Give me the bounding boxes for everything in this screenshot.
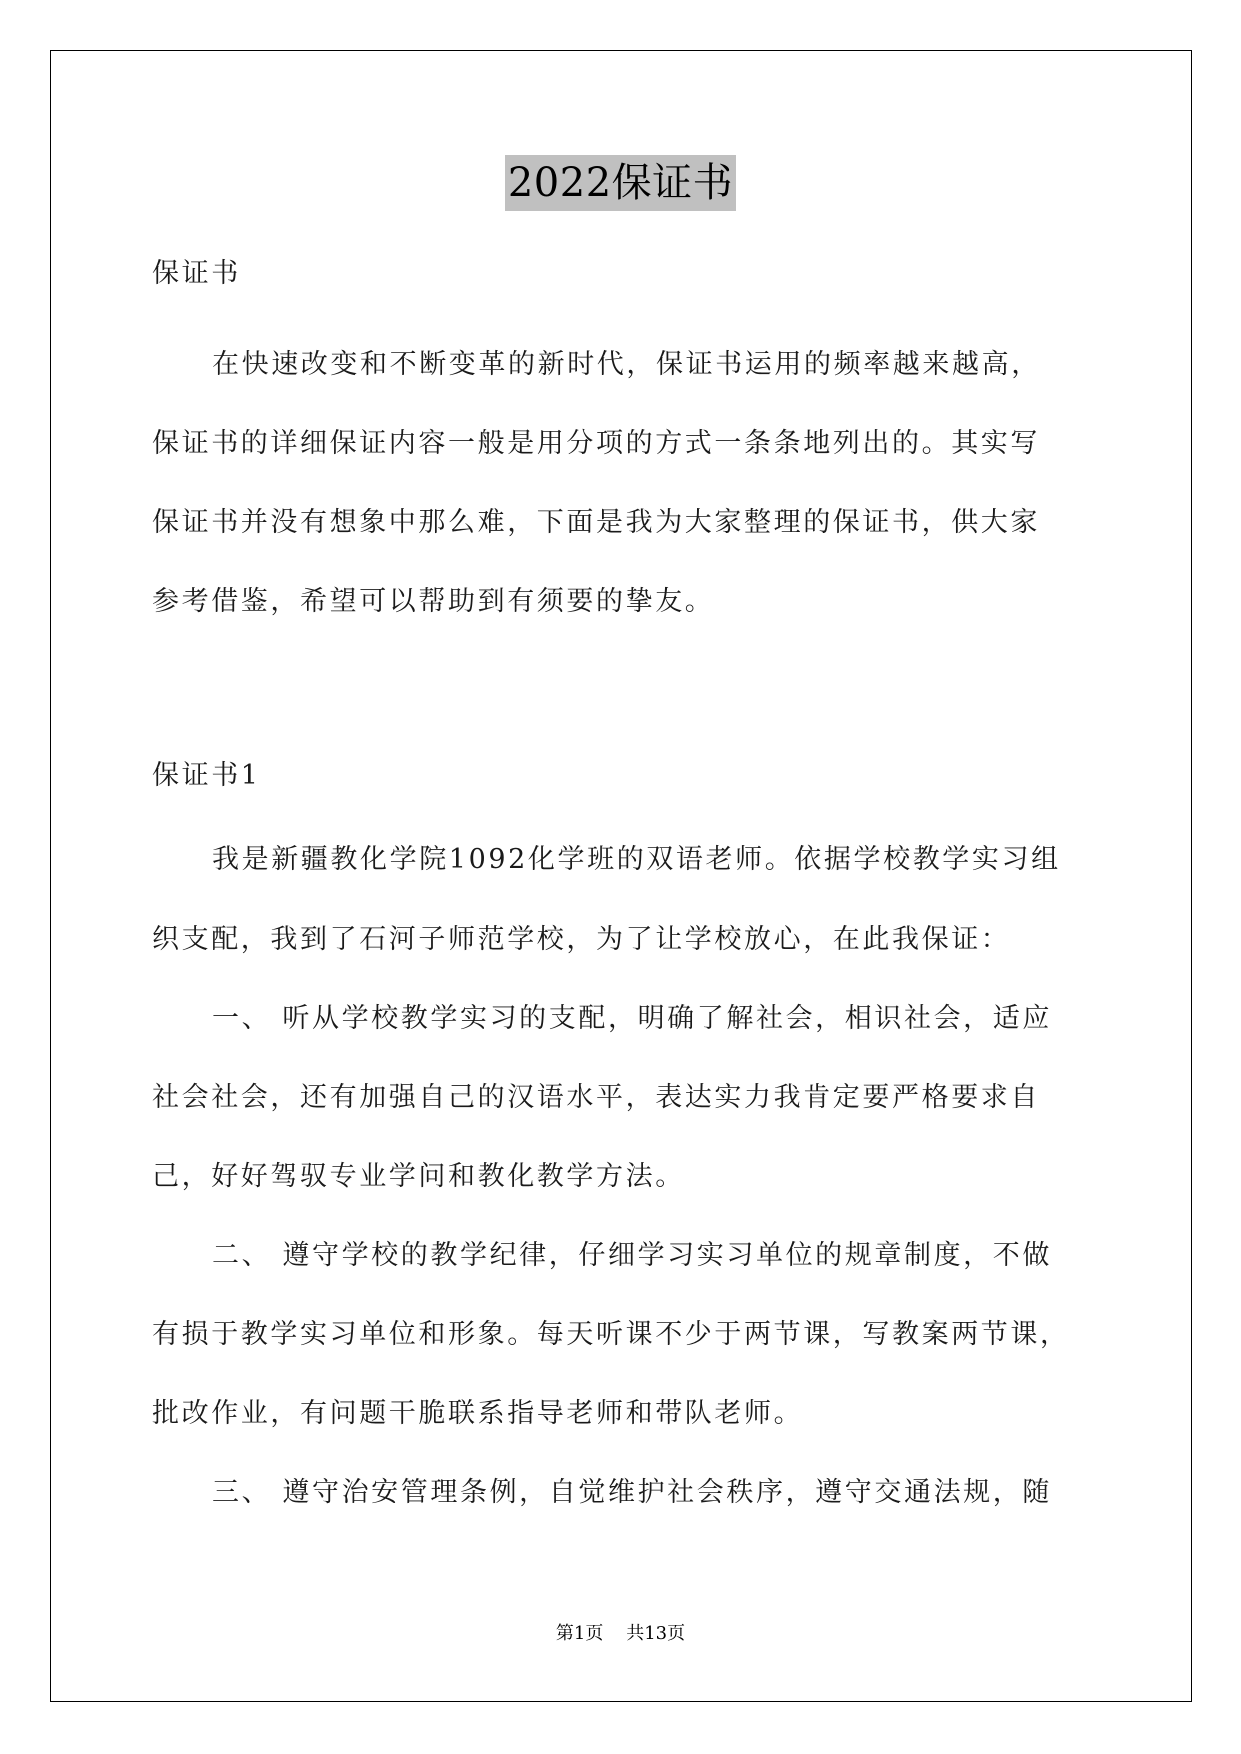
paragraph-line: 保证书的详细保证内容一般是用分项的方式一条条地列出的。其实写 — [152, 428, 1040, 459]
paragraph-line: 织支配，我到了石河子师范学校，为了让学校放心，在此我保证： — [152, 924, 1011, 955]
paragraph-line: 参考借鉴，希望可以帮助到有须要的挚友。 — [152, 586, 715, 617]
paragraph-line: 在快速改变和不断变革的新时代，保证书运用的频率越来越高， — [212, 349, 1041, 380]
paragraph-line: 三、 遵守治安管理条例，自觉维护社会秩序，遵守交通法规，随 — [212, 1477, 1052, 1508]
section-heading: 保证书1 — [152, 760, 261, 791]
section-heading: 保证书 — [152, 258, 241, 289]
paragraph-line: 保证书并没有想象中那么难，下面是我为大家整理的保证书，供大家 — [152, 507, 1040, 538]
paragraph-line: 我是新疆教化学院1092化学班的双语老师。依据学校教学实习组 — [212, 844, 1061, 875]
title-container — [0, 155, 1241, 211]
page-footer — [0, 1619, 1241, 1645]
page-number: 第1页 共13页 — [555, 1623, 686, 1644]
paragraph-line: 社会社会，还有加强自己的汉语水平，表达实力我肯定要严格要求自 — [152, 1082, 1040, 1113]
paragraph-line: 己，好好驾驭专业学问和教化教学方法。 — [152, 1161, 685, 1192]
paragraph-line: 批改作业，有问题干脆联系指导老师和带队老师。 — [152, 1398, 804, 1429]
document-title: 2022保证书 — [505, 155, 736, 211]
paragraph-line: 有损于教学实习单位和形象。每天听课不少于两节课，写教案两节课， — [152, 1319, 1070, 1350]
paragraph-line: 一、 听从学校教学实习的支配，明确了解社会，相识社会，适应 — [212, 1003, 1052, 1034]
paragraph-line: 二、 遵守学校的教学纪律，仔细学习实习单位的规章制度，不做 — [212, 1240, 1052, 1271]
